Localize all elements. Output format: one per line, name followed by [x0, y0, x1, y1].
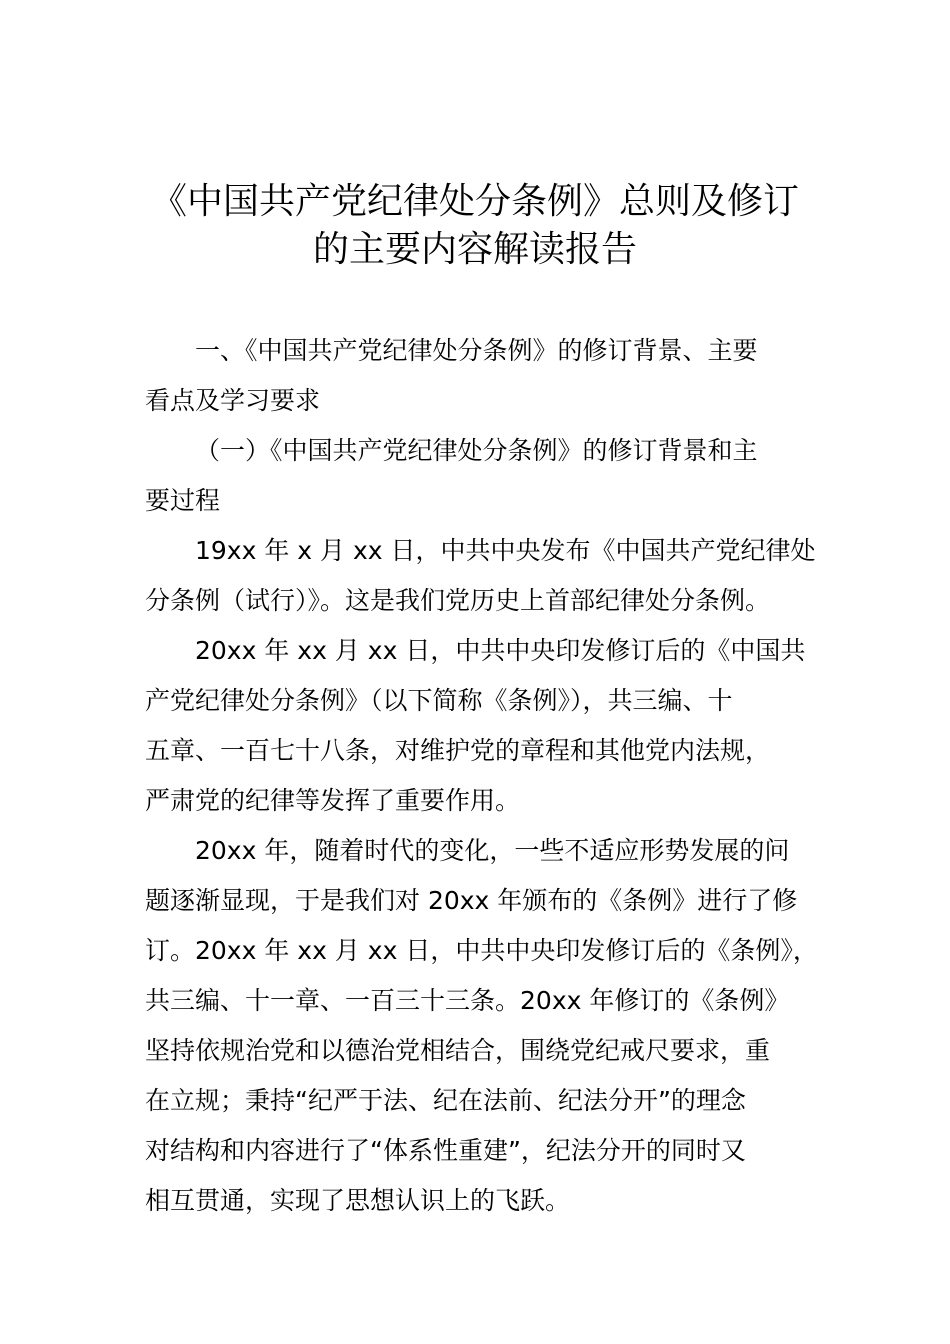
- text-line: 坚持依规治党和以德治党相结合，围绕党纪戒尺要求，重: [145, 1036, 771, 1065]
- text-line: （一）《中国共产党纪律处分条例》的修订背景和主: [195, 436, 758, 465]
- text-line: 一、《中国共产党纪律处分条例》的修订背景、主要: [195, 336, 758, 365]
- paragraph-1: [145, 526, 825, 626]
- section-heading-1: [145, 326, 825, 426]
- text-line: 严肃党的纪律等发挥了重要作用。: [145, 786, 521, 815]
- text-line: 对结构和内容进行了“体系性重建”，纪法分开的同时又: [145, 1136, 746, 1165]
- text-line: 五章、一百七十八条，对维护党的章程和其他党内法规，: [145, 736, 771, 765]
- text-line: 20xx 年 xx 月 xx 日，中共中央印发修订后的《中国共: [195, 636, 806, 665]
- document-title-line-2: 的主要内容解读报告: [312, 229, 637, 270]
- text-line: 共三编、十一章、一百三十三条。20xx 年修订的《条例》: [145, 986, 790, 1015]
- paragraph-3: [145, 826, 825, 1226]
- document-body: [145, 326, 825, 1226]
- text-line: 题逐渐显现，于是我们对 20xx 年颁布的《条例》进行了修: [145, 886, 798, 915]
- text-line: 产党纪律处分条例》（以下简称《条例》），共三编、十: [145, 686, 733, 715]
- section-subheading-1: [145, 426, 825, 526]
- text-line: 相互贯通，实现了思想认识上的飞跃。: [145, 1186, 571, 1215]
- text-line: 在立规；秉持“纪严于法、纪在法前、纪法分开”的理念: [145, 1086, 746, 1115]
- paragraph-2: [145, 626, 825, 826]
- text-line: 订。20xx 年 xx 月 xx 日，中共中央印发修订后的《条例》，: [145, 936, 818, 965]
- text-line: 20xx 年，随着时代的变化，一些不适应形势发展的问: [195, 836, 790, 865]
- text-line: 19xx 年 x 月 xx 日，中共中央发布《中国共产党纪律处: [195, 536, 816, 565]
- text-line: 看点及学习要求: [145, 386, 321, 415]
- text-line: 要过程: [145, 486, 221, 515]
- text-line: 分条例（试行）》。这是我们党历史上首部纪律处分条例。: [145, 586, 771, 615]
- document-title-line-1: 《中国共产党纪律处分条例》总则及修订: [150, 181, 799, 222]
